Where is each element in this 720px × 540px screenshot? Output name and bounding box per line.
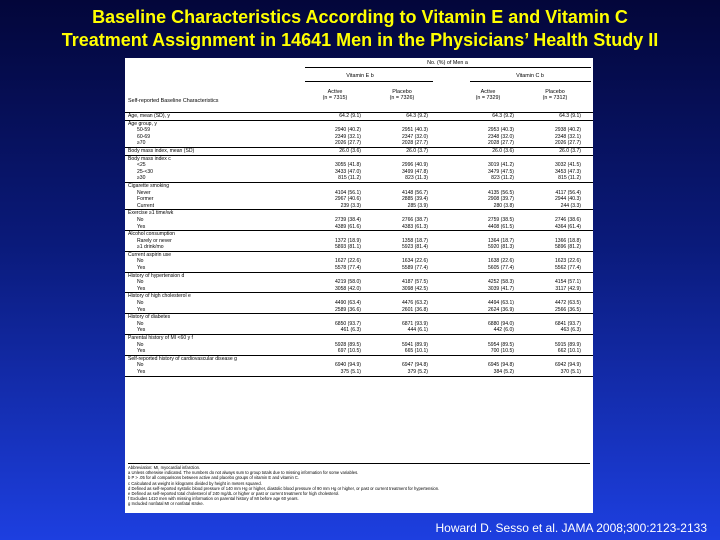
- table-row: [125, 231, 593, 238]
- footnote: d Defined as self-reported systolic blood pressure of 140 mm Hg or higher, diastolic blood pressure of 90 mm Hg or higher, or past or current treatment for hypertension.: [128, 485, 440, 491]
- row-value: 6850 (93.7): [334, 320, 361, 327]
- slide-title-line-2: Treatment Assignment in 14641 Men in the Physicians’ Health Study II: [61, 30, 659, 50]
- row-label: No: [137, 216, 144, 223]
- row-label: No: [137, 362, 144, 369]
- row-value: 2908 (39.7): [487, 196, 514, 203]
- row-value: 5928 (89.5): [334, 341, 361, 348]
- col-header-e-placebo-line1: Placebo: [392, 89, 412, 95]
- row-value: 64.3 (9.1): [559, 113, 581, 119]
- row-value: 3032 (41.5): [554, 162, 581, 169]
- slide-title: [0, 6, 720, 52]
- row-value: 6942 (94.9): [554, 362, 581, 369]
- table-row: [125, 162, 593, 169]
- row-value: 444 (6.1): [407, 327, 428, 334]
- row-value: 375 (5.1): [340, 368, 361, 375]
- row-label: Yes: [137, 285, 146, 292]
- row-value: 4408 (61.5): [487, 223, 514, 230]
- row-label: No: [137, 258, 144, 265]
- row-value: 4135 (56.5): [487, 189, 514, 196]
- row-value: 280 (3.8): [493, 202, 514, 209]
- row-value: 4389 (61.6): [334, 223, 361, 230]
- row-value: 5605 (77.4): [487, 265, 514, 272]
- row-value: 2026 (27.7): [334, 140, 361, 147]
- table-row: [125, 369, 593, 377]
- row-value: 697 (10.5): [337, 348, 361, 355]
- row-value: 2348 (32.1): [554, 133, 581, 140]
- row-value: 5562 (77.4): [554, 265, 581, 272]
- row-value: 2766 (38.7): [401, 216, 428, 223]
- table-row: [125, 300, 593, 307]
- row-value: 370 (5.1): [560, 368, 581, 375]
- row-label: 60-69: [137, 133, 151, 140]
- row-label: Self-reported history of cardiovascular disease g: [128, 355, 238, 362]
- table-row: [125, 183, 593, 190]
- table-header: [125, 58, 593, 113]
- row-label: Yes: [137, 306, 146, 313]
- row-label: Age, mean (SD), y: [128, 113, 170, 119]
- row-value: 5954 (89.5): [487, 341, 514, 348]
- vitamin-c-header: Vitamin C b: [516, 73, 544, 79]
- row-value: 700 (10.5): [490, 348, 514, 355]
- row-label: No: [137, 320, 144, 327]
- row-value: 2349 (32.1): [334, 133, 361, 140]
- row-value: 4383 (61.3): [401, 223, 428, 230]
- row-label: Cigarette smoking: [128, 182, 170, 189]
- row-label: History of hypertension d: [128, 272, 185, 279]
- table-row: [125, 148, 593, 156]
- row-value: 1366 (18.8): [554, 237, 581, 244]
- footnote: e Defined as self-reported total cholesterol of 240 mg/dL or higher or past or current treatment for high cholesterol.: [128, 491, 340, 497]
- col-header-c-placebo-line2: (n = 7312): [542, 95, 568, 101]
- row-value: 442 (6.0): [493, 327, 514, 334]
- row-value: 4117 (56.4): [555, 189, 581, 196]
- row-value: 4104 (56.1): [334, 189, 361, 196]
- slide-title-line-1: Baseline Characteristics According to Vitamin E and Vitamin C: [92, 7, 628, 27]
- row-value: 384 (5.2): [493, 368, 514, 375]
- table-row: [125, 134, 593, 141]
- row-value: 2028 (27.7): [401, 140, 428, 147]
- table-row: [125, 265, 593, 273]
- row-value: 6841 (93.7): [554, 320, 581, 327]
- row-value: 4154 (57.1): [554, 279, 581, 286]
- row-value: 4364 (61.4): [554, 223, 581, 230]
- row-value: 4187 (57.5): [401, 279, 428, 286]
- row-label: No: [137, 279, 144, 286]
- row-label: Alcohol consumption: [128, 231, 176, 238]
- row-value: 2944 (40.3): [554, 196, 581, 203]
- row-label: Current aspirin use: [128, 251, 172, 258]
- footnote: Abbreviation: MI, myocardial infarction.: [128, 465, 201, 470]
- col-header-c-placebo: [525, 89, 585, 101]
- row-label: Yes: [137, 327, 146, 334]
- table-row: [125, 286, 593, 294]
- row-value: 3098 (42.5): [401, 285, 428, 292]
- table-row: [125, 273, 593, 280]
- table-row: [125, 224, 593, 232]
- row-value: 2624 (36.9): [487, 306, 514, 313]
- row-label: No: [137, 341, 144, 348]
- row-value: 2746 (38.6): [554, 216, 581, 223]
- col-header-e-placebo: [372, 89, 432, 101]
- row-label: Body mass index c: [128, 155, 171, 162]
- col-header-e-active: [305, 89, 365, 101]
- col-header-c-placebo-line1: Placebo: [545, 89, 565, 95]
- table-row: [125, 169, 593, 176]
- table-row: [125, 321, 593, 328]
- row-value: 815 (11.2): [338, 175, 361, 182]
- row-value: 1358 (18.7): [401, 237, 428, 244]
- row-label: History of high cholesterol e: [128, 293, 191, 300]
- footnote: g Included nonfatal MI or nonfatal stroke.: [128, 501, 204, 507]
- row-label: ≥70: [137, 140, 146, 147]
- row-value: 2347 (32.0): [401, 133, 428, 140]
- row-value: 64.3 (9.2): [406, 113, 428, 119]
- row-header: Self-reported Baseline Characteristics: [128, 98, 219, 104]
- row-value: 2951 (40.3): [401, 127, 428, 134]
- row-value: 1623 (22.6): [554, 258, 581, 265]
- row-value: 2566 (36.5): [554, 306, 581, 313]
- row-value: 2348 (32.0): [487, 133, 514, 140]
- row-value: 5578 (77.4): [334, 265, 361, 272]
- row-value: 5589 (77.4): [401, 265, 428, 272]
- table-row: [125, 203, 593, 211]
- row-label: Current: [137, 202, 154, 209]
- row-value: 5920 (81.3): [487, 244, 514, 251]
- vitamin-e-header: Vitamin E b: [346, 73, 374, 79]
- row-value: 461 (6.3): [340, 327, 361, 334]
- row-value: 26.0 (3.7): [406, 147, 428, 154]
- table-row: [125, 196, 593, 203]
- row-label: Yes: [137, 265, 146, 272]
- row-value: 64.2 (9.1): [339, 113, 361, 119]
- table-row: [125, 238, 593, 245]
- row-label: Exercise ≥1 time/wk: [128, 210, 174, 217]
- row-value: 4490 (63.4): [334, 300, 361, 307]
- row-value: 4476 (63.2): [401, 300, 428, 307]
- vitamin-c-rule: [470, 81, 591, 82]
- row-label: ≥30: [137, 175, 146, 182]
- row-value: 26.0 (3.7): [559, 147, 581, 154]
- table-footnotes: [128, 463, 590, 507]
- row-value: 5893 (81.1): [334, 244, 361, 251]
- table-row: [125, 121, 593, 128]
- row-label: History of diabetes: [128, 314, 171, 321]
- table-row: [125, 314, 593, 321]
- row-label: Yes: [137, 348, 146, 355]
- table-row: [125, 356, 593, 363]
- row-value: 2601 (36.8): [401, 306, 428, 313]
- table-row: [125, 279, 593, 286]
- baseline-characteristics-table: [125, 58, 593, 513]
- row-label: Yes: [137, 223, 146, 230]
- row-value: 662 (10.1): [557, 348, 581, 355]
- table-row: [125, 348, 593, 356]
- row-label: Age group, y: [128, 120, 157, 127]
- row-value: 5896 (81.2): [554, 244, 581, 251]
- row-value: 285 (3.9): [407, 202, 428, 209]
- row-value: 2589 (36.6): [334, 306, 361, 313]
- row-value: 3055 (41.8): [334, 162, 361, 169]
- row-value: 5923 (81.4): [401, 244, 428, 251]
- row-label: Never: [137, 189, 151, 196]
- table-row: [125, 252, 593, 259]
- row-value: 463 (6.3): [560, 327, 581, 334]
- row-value: 1372 (18.9): [334, 237, 361, 244]
- row-value: 2996 (40.9): [401, 162, 428, 169]
- row-value: 2967 (40.6): [334, 196, 361, 203]
- footnote: a Unless otherwise indicated. The numbers do not always sum to group totals due to missing information for some variables.: [128, 470, 359, 476]
- row-label: No: [137, 300, 144, 307]
- row-value: 3039 (41.7): [487, 285, 514, 292]
- col-header-e-active-line2: (n = 7315): [322, 95, 348, 101]
- row-value: 244 (3.3): [560, 202, 581, 209]
- row-value: 4494 (63.1): [487, 300, 514, 307]
- row-value: 6947 (94.8): [401, 362, 428, 369]
- row-value: 3058 (42.0): [334, 285, 361, 292]
- row-value: 3019 (41.2): [487, 162, 514, 169]
- row-value: 5941 (89.9): [401, 341, 428, 348]
- row-value: 1638 (22.6): [487, 258, 514, 265]
- row-value: 6871 (93.9): [401, 320, 428, 327]
- col-header-e-active-line1: Active: [327, 89, 343, 95]
- row-value: 6940 (94.9): [334, 362, 361, 369]
- vitamin-e-rule: [305, 81, 433, 82]
- row-value: 823 (11.2): [491, 175, 514, 182]
- row-label: Yes: [137, 368, 146, 375]
- row-value: 3499 (47.8): [401, 168, 428, 175]
- row-value: 2940 (40.2): [334, 127, 361, 134]
- row-value: 2759 (38.5): [487, 216, 514, 223]
- row-value: 3453 (47.3): [554, 168, 581, 175]
- row-value: 4252 (58.3): [487, 279, 514, 286]
- table-row: [125, 327, 593, 335]
- row-value: 2739 (38.4): [334, 216, 361, 223]
- table-row: [125, 342, 593, 349]
- row-value: 1627 (22.6): [334, 258, 361, 265]
- row-label: 25-<30: [137, 168, 154, 175]
- row-value: 4472 (63.5): [554, 300, 581, 307]
- row-value: 815 (11.2): [558, 175, 581, 182]
- row-value: 6880 (94.0): [487, 320, 514, 327]
- col-header-e-placebo-line2: (n = 7326): [389, 95, 415, 101]
- col-header-c-active: [458, 89, 518, 101]
- footnote: c Calculated as weight in kilograms divided by height in meters squared.: [128, 480, 262, 486]
- row-value: 379 (5.2): [407, 368, 428, 375]
- row-value: 3117 (42.9): [555, 285, 581, 292]
- table-row: [125, 210, 593, 217]
- row-value: 2938 (40.2): [554, 127, 581, 134]
- row-value: 239 (3.3): [340, 202, 361, 209]
- row-value: 665 (10.1): [404, 348, 428, 355]
- footnote: b P > .05 for all comparisons between active and placebo groups of vitamin E and vitamin C.: [128, 475, 300, 481]
- row-label: Parental history of MI <60 y f: [128, 335, 193, 341]
- row-value: 6945 (94.8): [487, 362, 514, 369]
- table-row: [125, 307, 593, 315]
- row-value: 2953 (40.3): [487, 127, 514, 134]
- row-value: 26.0 (3.6): [492, 147, 514, 154]
- row-value: 1364 (18.7): [487, 237, 514, 244]
- table-row: [125, 362, 593, 369]
- row-label: <25: [137, 162, 146, 169]
- table-row: [125, 190, 593, 197]
- table-row: [125, 217, 593, 224]
- table-body: [125, 113, 593, 377]
- table-row: [125, 258, 593, 265]
- table-row: [125, 244, 593, 252]
- row-value: 64.3 (9.2): [492, 113, 514, 119]
- row-label: 50-59: [137, 127, 151, 134]
- row-label: Rarely or never: [137, 237, 172, 244]
- row-value: 3433 (47.0): [334, 168, 361, 175]
- super-header-rule: [305, 67, 591, 68]
- col-header-c-active-line1: Active: [480, 89, 496, 95]
- row-label: Body mass index, mean (SD): [128, 147, 195, 154]
- row-value: 3479 (47.5): [487, 168, 514, 175]
- row-value: 5915 (89.9): [554, 341, 581, 348]
- table-row: [125, 113, 593, 121]
- row-value: 4219 (58.0): [334, 279, 361, 286]
- row-label: ≥1 drink/mo: [137, 244, 164, 251]
- row-value: 26.0 (3.6): [339, 147, 361, 154]
- table-row: [125, 140, 593, 148]
- super-header: No. (%) of Men a: [427, 60, 468, 66]
- col-header-c-active-line2: (n = 7329): [475, 95, 501, 101]
- row-value: 823 (11.3): [405, 175, 428, 182]
- footnote: f Excludes 1410 men with missing information on parental history of MI before age 60 years.: [128, 496, 299, 502]
- table-row: [125, 156, 593, 163]
- row-value: 1634 (22.6): [401, 258, 428, 265]
- table-row: [125, 335, 593, 342]
- row-label: Former: [137, 196, 154, 203]
- row-value: 2028 (27.7): [487, 140, 514, 147]
- table-row: [125, 127, 593, 134]
- citation: Howard D. Sesso et al. JAMA 2008;300:2123-2133: [435, 521, 707, 535]
- table-row: [125, 175, 593, 183]
- table-row: [125, 293, 593, 300]
- row-value: 2026 (27.7): [554, 140, 581, 147]
- row-value: 2885 (39.4): [401, 196, 428, 203]
- row-value: 4148 (56.7): [401, 189, 428, 196]
